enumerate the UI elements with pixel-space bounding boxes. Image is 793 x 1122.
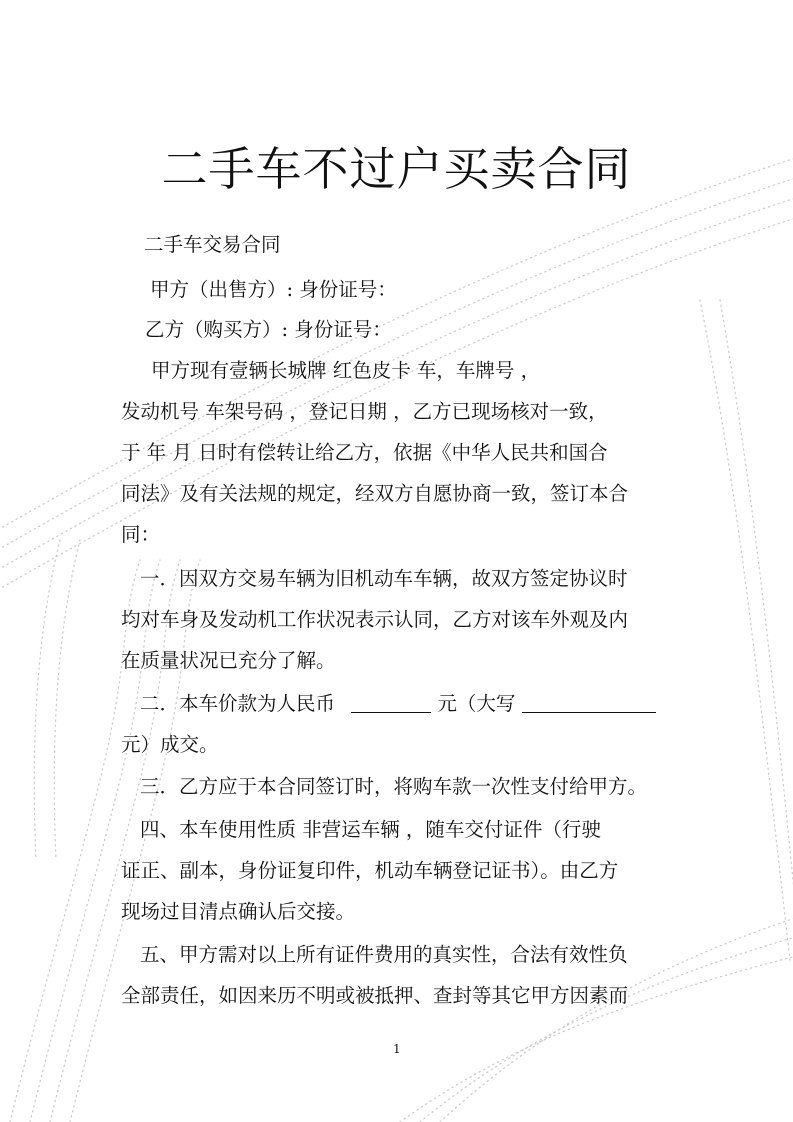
contract-line-end: 同： [121,523,161,546]
price-uppercase-blank [522,692,656,713]
clause-1-line-2: 均对车身及发动机工作状况表示认同，乙方对该车外观及内 [121,608,629,631]
clause-2-line-2: 元）成交。 [121,733,219,756]
clause-4-line-1: 四、本车使用性质 非营运车辆 ，随车交付证件（行驶 [140,818,601,841]
party-b-line: 乙方（购买方）: 身份证号： [145,318,392,341]
clause-4-line-3: 现场过目清点确认后交接。 [121,900,356,923]
price-label: 二．本车价款为人民币 [140,692,336,715]
clause-1-line-1: 一．因双方交易车辆为旧机动车车辆，故双方签定协议时 [140,567,628,590]
date-line: 于 年 月 日时有偿转让给乙方，依据《中华人民共和国合 [121,441,608,464]
page-title: 二手车不过户买卖合同 [161,142,632,196]
price-uppercase-label: 元（大写 [437,692,516,715]
clause-2-line-1 [140,690,656,718]
page-number: 1 [393,1042,401,1056]
clause-5-line-1: 五、甲方需对以上所有证件费用的真实性，合法有效性负 [140,943,628,966]
price-blank [351,692,431,713]
law-line: 同法》及有关法规的规定，经双方自愿协商一致，签订本合 [121,482,629,505]
clause-3: 三．乙方应于本合同签订时，将购车款一次性支付给甲方。 [140,775,648,798]
contract-subtitle: 二手车交易合同 [144,233,281,256]
engine-line: 发动机号 车架号码 ，登记日期 ，乙方已现场核对一致， [121,400,608,423]
clause-4-line-2: 证正、副本，身份证复印件，机动车辆登记证书）。由乙方 [121,859,619,882]
vehicle-line: 甲方现有壹辆长城牌 红色皮卡 车，车牌号 ， [151,359,541,382]
clause-1-line-3: 在质量状况已充分了解。 [121,649,336,672]
clause-5-line-2: 全部责任，如因来历不明或被抵押、查封等其它甲方因素而 [121,984,629,1007]
party-a-line: 甲方（出售方）: 身份证号： [150,278,397,301]
